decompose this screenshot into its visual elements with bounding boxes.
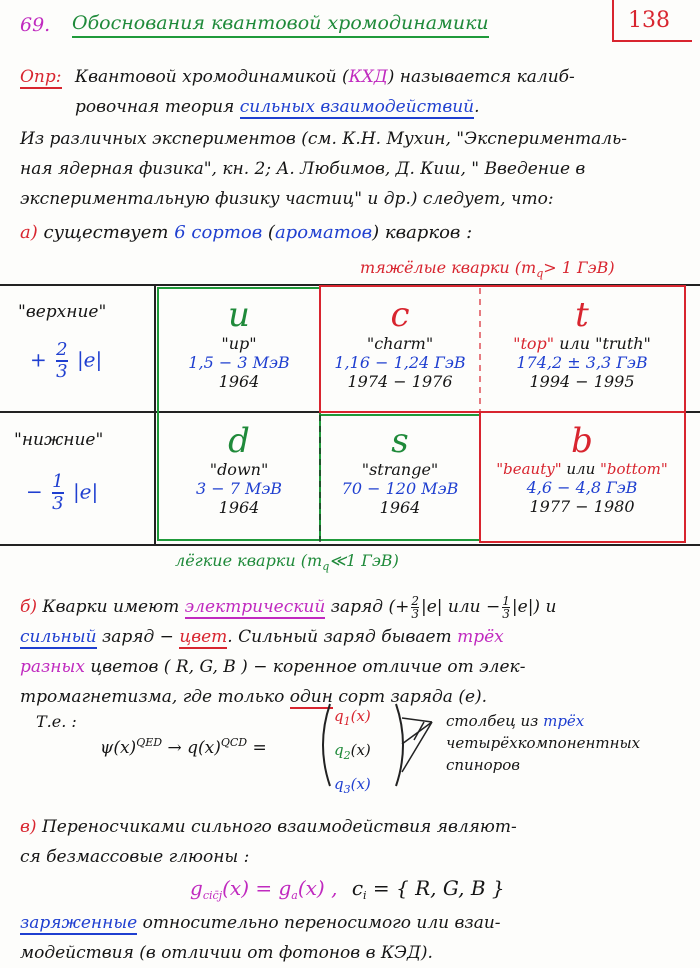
aromas: ароматов [274,222,373,243]
arrow: → [162,738,188,758]
upper-sign: + [30,347,47,372]
quark-mass-t: 174,2 ± 3,3 ГэВ [516,353,648,372]
quark-mass-b: 4,6 − 4,8 ГэВ [526,478,638,497]
quark-cell-c [322,296,478,391]
definition-text-1b: ) называется калиб- [387,67,575,87]
one-word: один [289,687,333,707]
gluon-end: (x) , [297,876,338,900]
quark-letter-d: d [228,421,250,461]
color-set [352,876,505,900]
item-v-l3b: относительно переносимого или взаи- [137,913,501,933]
quark-name-t-or: или [554,334,596,353]
q3-sub: 3 [343,783,351,796]
item-a-t3: ( [262,222,275,243]
item-v [20,812,517,872]
definition-text-2c: . [474,97,480,117]
qcd-equation [100,736,267,758]
q2-x: (x) [350,741,371,759]
spinor-note [446,710,640,776]
heavy-cond-rest: > 1 ГэВ) [543,258,615,277]
quark-cell-t [482,296,682,391]
quark-cell-b [482,422,682,516]
item-a-t1: существует [37,222,175,243]
quark-cell-d [160,422,318,517]
lower-label: "нижние" [14,430,104,450]
psi-qed: ψ(x) [100,738,137,758]
upper-fraction [56,340,67,382]
item-v-l1: Переносчиками сильного взаимодействия являют- [41,817,517,837]
note-1b: трёх [543,712,585,730]
lower-num: 1 [52,471,64,492]
item-a [20,222,472,243]
gluon-sub-a: a [291,889,298,902]
gluon-sub-i: i [208,889,213,902]
intro-paragraph [20,124,627,214]
quark-mass-u: 1,5 − 3 МэВ [188,353,290,372]
quark-letter-t: t [575,295,589,335]
equals: = [247,738,267,758]
quark-letter-c: c [390,295,410,335]
quark-name-b-b: "bottom" [600,460,668,478]
item-a-marker: а) [20,222,38,243]
heavy-quarks-label [360,258,615,280]
light-quarks-text: лёгкие кварки [175,551,296,570]
item-b-marker: б) [20,597,38,617]
item-b-l2d: . Сильный заряд бывает [227,627,458,647]
lower-den: 3 [52,493,64,514]
frac-one-third [502,595,510,620]
color-word: цвет [179,627,228,647]
intro-line-1: Из различных экспериментов (см. К.Н. Мухин, "Эксперименталь- [20,129,628,149]
q1-x: (x) [350,707,371,725]
note-2: четырёхкомпонентных [446,734,641,752]
item-v-l2: ся безмассовые глюоны : [20,847,250,867]
item-b-l3c: ) − коренное отличие от элек- [235,657,526,677]
item-a-t5: ) кварков : [372,222,473,243]
gluon-sub-c: c [202,889,209,902]
q-qcd: q(x) [187,738,221,758]
heavy-cond-sub: q [536,267,544,280]
item-v-marker: в) [20,817,37,837]
different-word: разных [20,657,85,677]
upper-charge [30,340,102,382]
section-title: Обоснования квантовой хромодинамики [72,12,489,38]
quark-cell-u [160,296,318,391]
ci-set: = { R, G, B } [366,876,505,900]
quark-name-c: "charm" [366,334,434,353]
heavy-cond: (m [514,258,537,277]
quark-letter-u: u [228,295,250,335]
quark-year-t: 1994 − 1995 [529,372,635,391]
quark-name-b [482,460,682,478]
quark-name-s: "strange" [361,460,439,479]
quark-name-b-a: "beauty" [496,460,562,478]
note-3: спиноров [446,756,520,774]
lower-sign: − [26,479,43,504]
item-b-l1a: Кварки имеют [42,597,185,617]
definition-text-1a: Квантовой хромодинамикой ( [74,67,349,87]
gluon-sub-cbar: c̄ [212,889,219,902]
item-b-l2b: заряд − [96,627,180,647]
f2n: 1 [502,594,510,608]
lower-fraction [52,472,63,514]
upper-label: "верхние" [18,302,107,322]
light-cond: (m [300,551,323,570]
ci-sub: i [363,889,367,902]
item-b-l1c: заряд (+ [325,597,410,617]
q-qcd-sup: QCD [220,736,248,749]
intro-line-2: ная ядерная физика", кн. 2; А. Любимов, Д. Киш, " Введение в [20,159,586,179]
ci: c [351,876,364,900]
upper-e: |e| [76,347,103,372]
gluon-g: g [190,876,203,900]
item-b: б) Кварки имеют электрический заряд (+ $\frac{2}{3}$ |e| или − $\frac{1}{3}$ |e|) и сильный заряд − цвет. Сильный заряд бывает трёх разных цветов ( R, G, B ) − коренное отличие от элек- трoмагнетизма, где только один сорт заряда (e). [20,594,557,707]
item-b-l3b: цветов ( [84,657,176,677]
quark-year-s: 1964 [379,498,421,517]
f1n: 2 [411,594,419,608]
strong-charge: сильный [20,627,97,647]
upper-den: 3 [56,361,68,382]
quark-year-d: 1964 [218,498,260,517]
three-word: трёх [457,627,504,647]
electric-charge: электрический [184,597,326,617]
quark-name-u: "up" [221,334,257,353]
quark-mass-c: 1,16 − 1,24 ГэВ [334,353,466,372]
definition-text-2a: ровочная теория [75,97,240,117]
quark-name-t-a: "top" [513,334,555,353]
item-b-l1e: |e|) и [511,597,557,617]
quark-name-t [482,334,682,353]
psi-qed-sup: QED [136,736,163,749]
f2d: 3 [502,607,510,621]
definition [20,62,575,122]
item-b-l4c: сорт заряда (e). [332,687,488,707]
quark-year-b: 1977 − 1980 [529,497,635,516]
quark-name-b-or: или [561,460,601,478]
quark-name-t-b: "truth" [595,334,651,353]
frac-two-thirds [411,595,419,620]
lower-e: |e| [72,479,99,504]
quark-cell-s [322,422,478,517]
quark-year-c: 1974 − 1976 [347,372,453,391]
q3-x: (x) [350,775,371,793]
q2: q [334,741,344,759]
quark-mass-d: 3 − 7 МэВ [195,479,283,498]
color-g: G [199,657,213,677]
lower-charge [26,472,98,514]
strong-interactions: сильных взаимодействий [239,97,475,117]
qcd-abbreviation: КХД [348,67,388,87]
item-v-l4: модействия (в отличии от фотонов в КЭД). [20,943,433,963]
q1-sub: 1 [343,715,351,728]
q1: q [334,707,344,725]
item-b-l4a: трoмагнетизма, где только [20,687,290,707]
color-r: R [175,657,189,677]
quark-year-u: 1964 [218,372,260,391]
q2-sub: 2 [343,749,351,762]
quark-letter-s: s [391,421,409,461]
page-number: 138 [628,8,670,33]
light-quarks-label [175,551,399,573]
gluon-mid: (x) = g [222,876,292,900]
six-flavors: 6 сортов [174,222,263,243]
ie-label: Т.е. : [36,712,77,731]
gluon-formula [190,876,505,902]
quark-mass-s: 70 − 120 МэВ [341,479,459,498]
heavy-quarks-text: тяжёлые кварки [360,258,510,277]
pointer-arrows [398,712,434,778]
quark-letter-b: b [571,421,593,461]
color-b: B [223,657,236,677]
quark-name-d: "down" [209,460,269,479]
q3: q [334,775,344,793]
upper-num: 2 [56,339,68,360]
intro-line-3: экспериментальную физику частиц" и др.) следует, что: [20,189,554,209]
section-number: 69. [20,14,51,36]
definition-label: Опр: [20,67,62,87]
f1d: 3 [411,607,419,621]
item-v-tail [20,908,501,968]
light-cond-rest: ≪1 ГэВ) [329,551,399,570]
note-1a: столбец из [446,712,544,730]
spinor-column [334,702,371,804]
gluon-sub-j: j [218,889,223,902]
charged-word: заряженные [20,913,138,933]
item-b-l1d: |e| или − [420,597,501,617]
light-cond-sub: q [322,560,330,573]
